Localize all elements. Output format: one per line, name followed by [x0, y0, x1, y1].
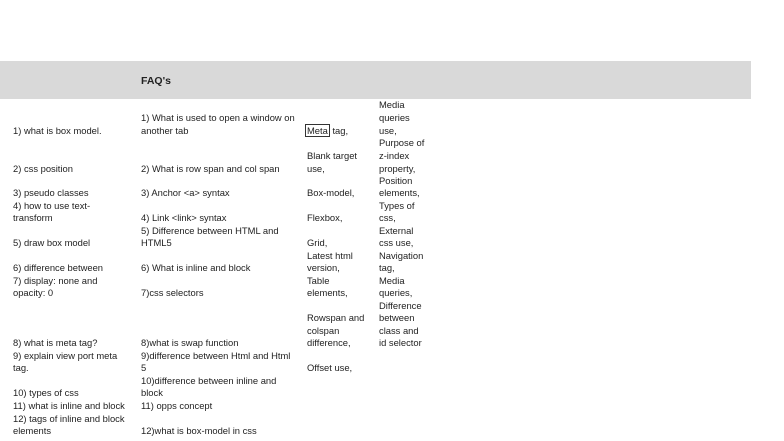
- topic-item: tag,: [379, 262, 395, 273]
- faq-item: 11) opps concept: [141, 400, 213, 411]
- selected-word-box: Meta: [307, 125, 328, 136]
- faq-item: 9)difference between Html and Html: [141, 350, 291, 361]
- topic-item: use,: [307, 163, 325, 174]
- faq-item: 5) draw box model: [13, 237, 91, 248]
- topic-item: css use,: [379, 237, 414, 248]
- faq-item: 3) Anchor <a> syntax: [141, 187, 230, 198]
- faq-item: tag.: [13, 362, 29, 373]
- topic-item: Media: [379, 275, 405, 286]
- topic-item: queries: [379, 112, 410, 123]
- topic-item: colspan: [307, 325, 340, 336]
- topic-item: Types of: [379, 200, 415, 211]
- faq-item: 4) Link <link> syntax: [141, 212, 227, 223]
- faq-item: 9) explain view port meta: [13, 350, 118, 361]
- topic-item: Blank target: [307, 150, 358, 161]
- faq-item: 8)what is swap function: [141, 337, 239, 348]
- faq-item: HTML5: [141, 237, 172, 248]
- topic-item: css,: [379, 212, 396, 223]
- faq-item: 8) what is meta tag?: [13, 337, 98, 348]
- topic-item: queries,: [379, 287, 413, 298]
- topic-item: difference,: [307, 337, 351, 348]
- topic-item: elements,: [379, 187, 420, 198]
- faq-item: 10)difference between inline and: [141, 375, 277, 386]
- faq-item: 1) What is used to open a window on: [141, 112, 295, 123]
- topic-item: use,: [379, 125, 397, 136]
- faq-item: 2) What is row span and col span: [141, 163, 280, 174]
- topic-item: property,: [379, 163, 416, 174]
- faq-item: elements: [13, 425, 52, 436]
- topic-item: Navigation: [379, 250, 424, 261]
- topic-item: External: [379, 225, 414, 236]
- faq-item: 7)css selectors: [141, 287, 204, 298]
- faq-item: 7) display: none and: [13, 275, 98, 286]
- topic-item: [307, 125, 348, 138]
- topic-text: tag,: [329, 125, 349, 136]
- faq-item: 10) types of css: [13, 387, 79, 398]
- topic-item: Purpose of: [379, 137, 425, 148]
- topic-item: elements,: [307, 287, 348, 298]
- topic-item: Media: [379, 99, 405, 110]
- faq-item: 6) difference between: [13, 262, 103, 273]
- faq-item: 6) What is inline and block: [141, 262, 251, 273]
- faq-item: 5) Difference between HTML and: [141, 225, 279, 236]
- topic-item: Rowspan and: [307, 312, 365, 323]
- topic-item: version,: [307, 262, 340, 273]
- topic-item: z-index: [379, 150, 410, 161]
- faq-item: 4) how to use text-: [13, 200, 91, 211]
- topic-item: Flexbox,: [307, 212, 343, 223]
- topic-item: Offset use,: [307, 362, 353, 373]
- topic-item: class and: [379, 325, 419, 336]
- faq-item: opacity: 0: [13, 287, 54, 298]
- faq-item: 5: [141, 362, 147, 373]
- faq-item: another tab: [141, 125, 189, 136]
- faq-item: 11) what is inline and block: [13, 400, 125, 411]
- topic-item: between: [379, 312, 415, 323]
- faq-item: 1) what is box model.: [13, 125, 102, 136]
- faq-item: 12) tags of inline and block: [13, 413, 125, 424]
- faq-item: 2) css position: [13, 163, 73, 174]
- topic-item: Difference: [379, 300, 422, 311]
- faq-item: block: [141, 387, 163, 398]
- topic-item: id selector: [379, 337, 422, 348]
- topic-item: Position: [379, 175, 413, 186]
- topic-item: Table: [307, 275, 330, 286]
- topic-item: Latest html: [307, 250, 353, 261]
- topic-item: Grid,: [307, 237, 328, 248]
- header-band: [0, 61, 751, 99]
- faq-item: 3) pseudo classes: [13, 187, 89, 198]
- topic-item: Box-model,: [307, 187, 355, 198]
- faq-item: 12)what is box-model in css: [141, 425, 257, 436]
- page-title: FAQ's: [141, 75, 171, 87]
- faq-item: transform: [13, 212, 53, 223]
